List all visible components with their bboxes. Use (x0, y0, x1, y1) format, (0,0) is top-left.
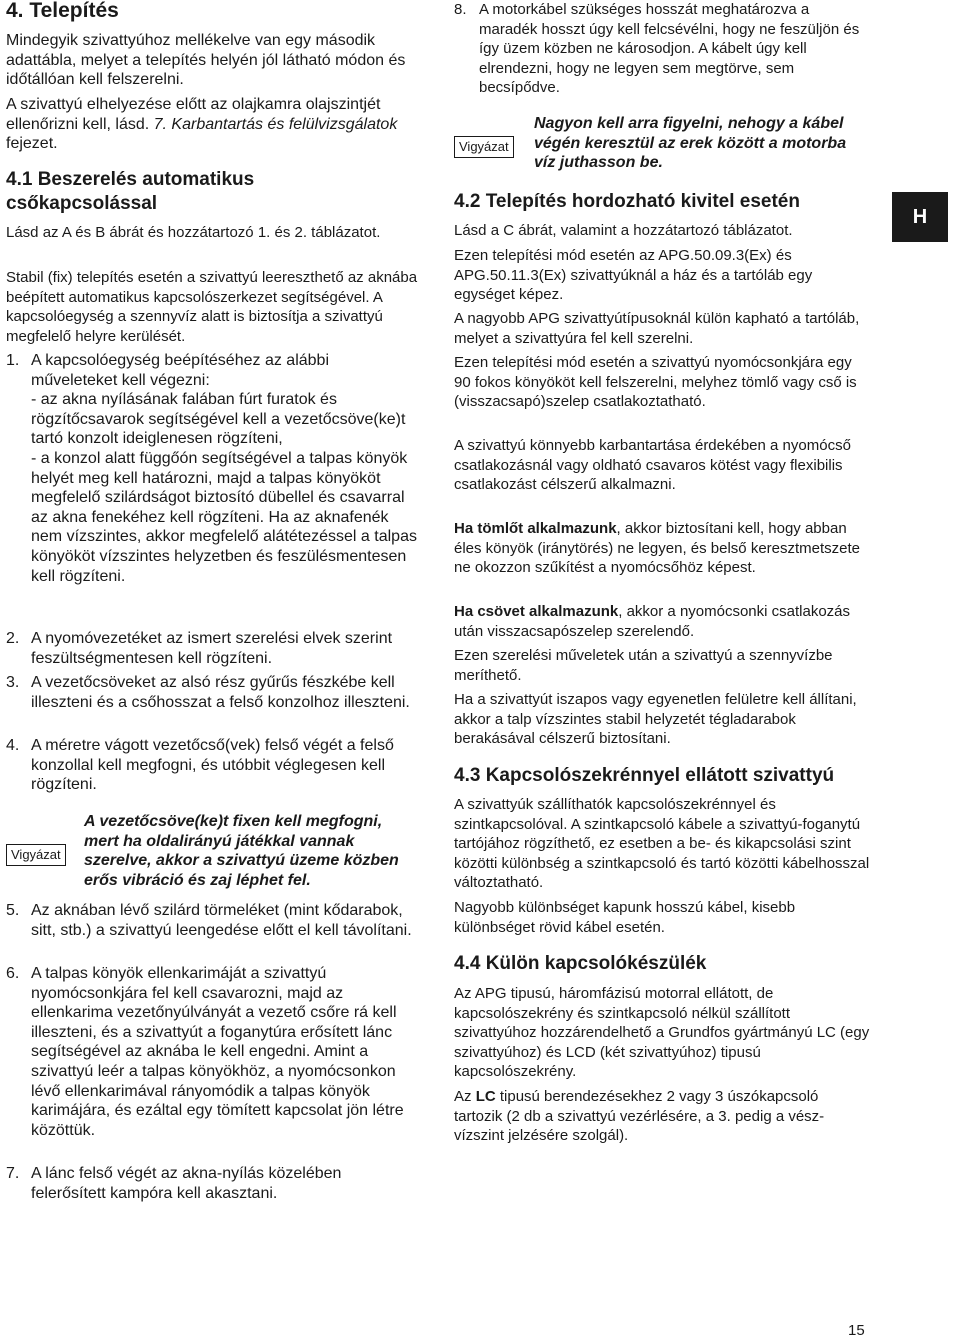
paragraph-figures-ref: Lásd az A és B ábrát és hozzátartozó 1. és 2. táblázatot. (6, 224, 381, 241)
paragraph-apg-housing: Ezen telepítési mód esetén az APG.50.09.3(Ex) és APG.50.11.3(Ex) szivattyúknál a ház és a tartóláb egy egységet képez. (454, 247, 813, 304)
warning-label-2: Vigyázat (454, 136, 514, 158)
list-item-5: 5. Az aknában lévő szilárd törmeléket (mint kődarabok, sitt, stb.) a szivattyú leengedése előtt el kell távolítani. (6, 901, 418, 940)
paragraph-c-figure: Lásd a C ábrát, valamint a hozzátartozó táblázatot. (454, 222, 793, 239)
paragraph-float-switches: Az LC tipusú berendezésekhez 2 vagy 3 úszókapcsoló tartozik (2 db a szivattyú vezérlésére, a 3. pedig a vész-vízszint jelzésére szolgál). (454, 1088, 825, 1145)
list-item-2: 2. A nyomóvezetéket az ismert szerelési elvek szerint feszültségmentesen kell rögzíteni. (6, 629, 418, 668)
list-item-3-text: A vezetőcsöveket az alsó rész gyűrűs fészkébe kell illeszteni és a csőhosszat a felső konzolhoz illeszteni. (31, 674, 410, 711)
hose-text: , akkor biztosítani kell, hogy abban éles könyök (iránytörés) ne legyen, és belső keresztmetszete ne okozzon szűkítést a nyomócsőhöz képest. (454, 520, 861, 577)
paragraph-lc-lcd: Az APG tipusú, háromfázisú motorral ellátott, de kapcsolószekrény és szintkapcsoló nélkül szállított szivattyúhoz hozzárendelhető a Grundfos gyártmányú LC (egy szivattyúhoz) és LCD (két szivattyúhoz) tipusú kapcsolószekrény. (454, 985, 870, 1081)
paragraph-elbow: Ezen telepítési mód esetén a szivattyú nyomócsonkjára egy 90 fokos könyököt kell felszerelni, melyhez tömlő vagy cső is (visszacsapó)szelep csatlakoztatható. (454, 354, 857, 411)
intro-text-b: fejezet. (6, 135, 58, 153)
list-item-2-text: A nyomóvezetéket az ismert szerelési elvek szerint feszültségmentesen kell rögzíteni. (31, 630, 393, 667)
paragraph-level-switch: A szivattyúk szállíthatók kapcsolószekrénnyel és szintkapcsolóval. A szintkapcsoló kábele a szivattyú-foganytú tartójához rögzíthető, ez esetben a be- és kikapcsolási szint közötti különbség a szintkapcsoló és tartó közötti kábelhosszal változtatható. (454, 796, 870, 892)
subsection-title-4-2: 4.2 Telepítés hordozható kivitel esetén (454, 191, 800, 212)
pipe-emphasis: Ha csövet alkalmazunk (454, 603, 619, 620)
list-item-5-text: Az aknában lévő szilárd törmeléket (mint kődarabok, sitt, stb.) a szivattyú leengedése előtt el kell távolítani. (31, 902, 412, 939)
list-item-8-text: A motorkábel szükséges hosszát meghatározva a maradék hosszt úgy kell felcsévélni, hogy ne feszüljön és így üzem közben ne károsodjon. A kábelt úgy kell elrendezni, hogy ne legyen sem megtörve, sem becsípődve. (479, 1, 860, 97)
subsection-title-4-3: 4.3 Kapcsolószekrénnyel ellátott szivattyú (454, 765, 835, 786)
paragraph-fixed-install: Stabil (fix) telepítés esetén a szivattyú leereszthető az aknába beépített automatikus kapcsolószerkezet segítségével. A kapcsolóegység a szennyvíz alatt is biztosítja a szivattyú megfelelő helyre kerülését. (6, 269, 418, 345)
paragraph-muddy-surface: Ha a szivattyút iszapos vagy egyenetlen felületre kell állítani, akkor a talp vízszintes stabil helyzetét tégladarabok berakásával célszerű biztosítani. (454, 691, 857, 748)
lc-emphasis: LC (475, 1088, 496, 1105)
language-tab: H (892, 192, 948, 242)
paragraph-immersion: Ezen szerelési műveletek után a szivattyú a szennyvízbe meríthető. (454, 647, 833, 684)
paragraph-pipe (454, 602, 870, 641)
hose-emphasis: Ha tömlőt alkalmazunk (454, 520, 617, 537)
list-item-8: 8. A motorkábel szükséges hosszát meghatározva a maradék hosszt úgy kell felcsévélni, hogy ne feszüljön és így üzem közben ne károsodjon. A kábelt úgy kell elrendezni, hogy ne legyen sem megtörve, sem becsípődve. (454, 0, 870, 98)
list-item-1: 1. A kapcsolóegység beépítéséhez az alábbi műveleteket kell végezni: - az akna nyílásának falában fúrt furatok és rögzítőcsavarok segítségével kell a vezetőcsöve(ke)t tartó konzolt ideiglenesen rögzíteni, - a konzol alatt függőón segítségével a talpas könyök helyét meg kell határozni, majd a talpas könyököt megfelelő szilárdságot biztosító dübellel és csavarral az akna fenekéhez kell rögzíteni. Ha az aknafenék nem vízszintes, akkor megfelelő alátétezéssel a talpas könyököt vízszintes helyzetben és feszülésmentesen kell rögzíteni. (6, 352, 417, 585)
paragraph-hose (454, 519, 870, 578)
paragraph-separate-foot: A nagyobb APG szivattyútípusoknál külön kapható a tartóláb, melyet a szivattyúra fel kell szerelni. (454, 310, 860, 347)
pipe-text: , akkor a nyomócsonki csatlakozás után visszacsapószelep szerelendő. (454, 603, 851, 640)
warning-label: Vigyázat (6, 844, 66, 866)
list-item-6: 6. A talpas könyök ellenkarimáját a szivattyú nyomócsonkjára fel kell csavarozni, majd az ellenkarima vezetőnyúlványát a vezető csőre rá kell illeszteni, és a szivattyút a foganytúra erősített lánc segítségével az aknába le kell engedni. Amint a szivattyú leér a talpas könyökhöz, a nyomócsonkon lévő ellenkarimával rányomódik a talpas könyök karimájára, és ezáltal egy tömített kapcsolat jön létre közöttük. (6, 964, 418, 1140)
intro-paragraph-1: Mindegyik szivattyúhoz mellékelve van egy második adattábla, melyet a telepítés helyén jól látható módon és időtállóan kell felszerelni. (6, 32, 406, 89)
subsection-title-4-4: 4.4 Külön kapcsolókészülék (454, 953, 707, 974)
intro-paragraph-2 (6, 95, 418, 154)
list-item-3: 3. A vezetőcsöveket az alsó rész gyűrűs fészkébe kell illeszteni és a csőhosszat a felső konzolhoz illeszteni. (6, 673, 418, 712)
warning-text-2: Nagyon kell arra figyelni, nehogy a kábel végén keresztül az erek között a motorba víz juthasson be. (534, 115, 847, 172)
intro-text-a: A szivattyú elhelyezése előtt az olajkamra olajszintjét ellenőrizni kell, lásd. (6, 96, 381, 133)
list-item-4: 4. A méretre vágott vezetőcső(vek) felső végét a felső konzollal kell megfogni, és utóbbit véglegesen kell rögzíteni. (6, 736, 418, 795)
paragraph-cable-length: Nagyobb különbséget kapunk hosszú kábel, kisebb különbséget rövid kábel esetén. (454, 899, 796, 936)
warning-text: A vezetőcsöve(ke)t fixen kell megfogni, mert ha oldalirányú játékkal vannak szerelve, akkor a szivattyú üzeme közben erős vibráció és zaj léphet fel. (84, 813, 399, 889)
chapter-reference: 7. Karbantartás és felülvizsgálatok (153, 115, 398, 133)
list-item-7-text: A lánc felső végét az akna-nyílás közelében felerősített kampóra kell akasztani. (31, 1165, 342, 1202)
list-item-1-text: A kapcsolóegység beépítéséhez az alábbi műveleteket kell végezni: - az akna nyílásának falában fúrt furatok és rögzítőcsavarok segítségével kell a vezetőcsöve(ke)t tartó konzolt ideiglenesen rögzíteni, - a konzol alatt függőón segítségével a talpas könyök helyét meg kell határozni, majd a talpas könyököt megfelelő szilárdságot biztosító dübellel és csavarral az akna fenekéhez kell rögzíteni. Ha az aknafenék nem vízszintes, akkor megfelelő alátétezéssel a talpas könyököt vízszintes helyzetben és feszülésmentesen kell rögzíteni. (31, 352, 417, 585)
list-item-4-text: A méretre vágott vezetőcső(vek) felső végét a felső konzollal kell megfogni, és utóbbit véglegesen kell rögzíteni. (31, 737, 394, 794)
subsection-title-4-1: 4.1 Beszerelés automatikus csőkapcsolással (6, 169, 255, 214)
list-item-6-text: A talpas könyök ellenkarimáját a szivattyú nyomócsonkjára fel kell csavarozni, majd az ellenkarima vezetőnyúlványát a vezető csőre rá kell illeszteni, és a szivattyút a foganytúra erősített lánc segítségével az aknába le kell engedni. Amint a szivattyú leér a talpas könyökhöz, a nyomócsonkon lévő ellenkarimával rányomódik a talpas könyök karimájára, és ezáltal egy tömített kapcsolat jön létre közöttük. (31, 965, 404, 1139)
page-number: 15 (848, 1322, 865, 1339)
paragraph-maintenance: A szivattyú könnyebb karbantartása érdekében a nyomócső csatlakozásnál vagy oldható csavaros kötést vagy flexibilis csatlakozást célszerű alkalmazni. (454, 437, 851, 494)
section-title: 4. Telepítés (6, 0, 119, 22)
list-item-7: 7. A lánc felső végét az akna-nyílás közelében felerősített kampóra kell akasztani. (6, 1164, 418, 1203)
